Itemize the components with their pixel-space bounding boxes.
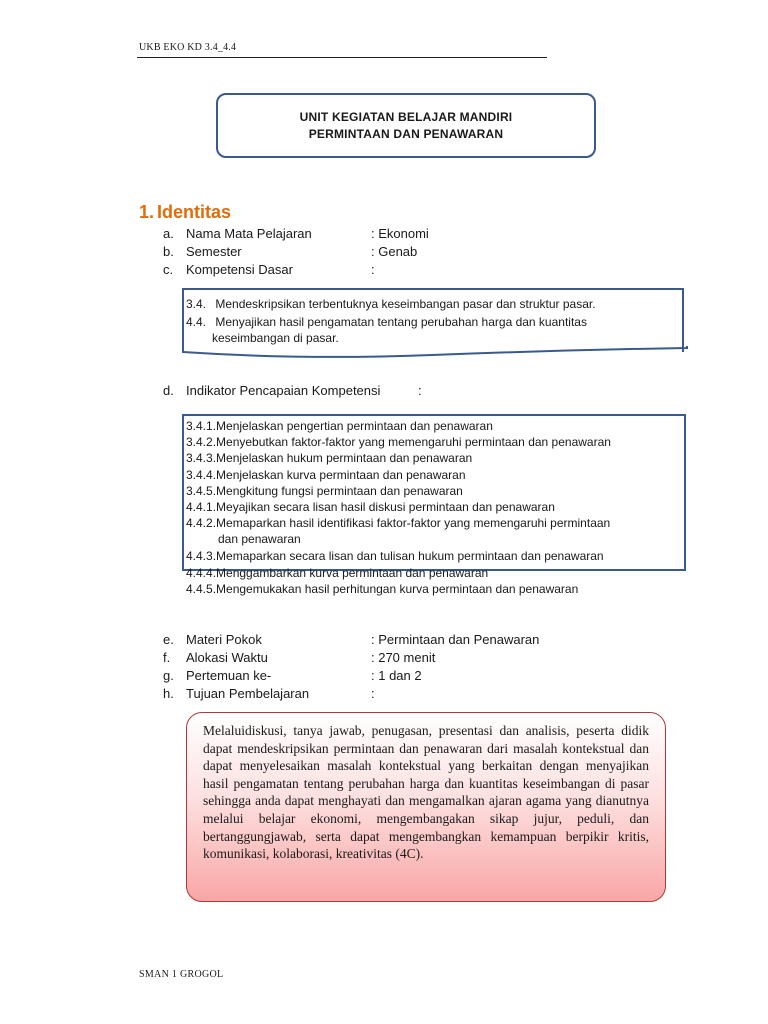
indikator-item: 4.4.1.Meyajikan secara lisan hasil diskusi permintaan dan penawaran — [186, 500, 555, 514]
row-label: Materi Pokok — [186, 632, 262, 647]
indikator-item: 3.4.1.Menjelaskan pengertian permintaan dan penawaran — [186, 419, 493, 433]
section-heading — [139, 202, 231, 223]
row-value: : 270 menit — [371, 650, 436, 665]
tujuan-text: Melaluidiskusi, tanya jawab, penugasan, presentasi dan analisis, peserta didik dapat mendeskripsikan permintaan dan penawaran dari masalah kontekstual dan dapat menyelesaikan masalah kontekstual yang berkaitan dengan menyajikan hasil pengamatan tentang perubahan harga dan kuantitas keseimbangan di pasar sehingga anda dapat menghayati dan mengamalkan ajaran agama yang dianutnya melalui belajar ekonomi, mengembangakan sikap jujur, peduli, dan bertanggungjawab, serta dapat mengembangkan kemampuan berpikir kritis, komunikasi, kolaborasi, kreativitas (4C). — [203, 723, 649, 862]
row-label: Kompetensi Dasar — [186, 262, 293, 277]
row-value: : Ekonomi — [371, 226, 429, 241]
row-letter: a. — [163, 226, 174, 241]
title-line-2: PERMINTAAN DAN PENAWARAN — [308, 126, 504, 141]
row-letter: h. — [163, 686, 174, 701]
indikator-item: 4.4.3.Memaparkan secara lisan dan tulisan hukum permintaan dan penawaran — [186, 549, 604, 563]
row-letter: e. — [163, 632, 174, 647]
indikator-item: 3.4.4.Menjelaskan kurva permintaan dan penawaran — [186, 468, 466, 482]
row-letter: f. — [163, 650, 171, 665]
row-value: : — [418, 383, 422, 398]
indikator-item: 4.4.4.Menggambarkan kurva permintaan dan penawaran — [186, 566, 489, 580]
kd-code: 4.4. — [186, 315, 207, 329]
row-label: Pertemuan ke- — [186, 668, 272, 683]
indikator-item: 3.4.3.Menjelaskan hukum permintaan dan penawaran — [186, 451, 473, 465]
row-letter: b. — [163, 244, 174, 259]
kd-continuation: keseimbangan di pasar. — [212, 331, 339, 345]
header-divider — [137, 57, 547, 58]
row-value: : Permintaan dan Penawaran — [371, 632, 540, 647]
indikator-item: 3.4.5.Mengkitung fungsi permintaan dan penawaran — [186, 484, 463, 498]
page-footer: SMAN 1 GROGOL — [139, 969, 224, 980]
row-label: Semester — [186, 244, 242, 259]
section-number: 1. — [139, 202, 155, 222]
title-box — [216, 93, 596, 158]
indikator-item: 3.4.2.Menyebutkan faktor-faktor yang memengaruhi permintaan dan penawaran — [186, 435, 611, 449]
row-value: : Genab — [371, 244, 418, 259]
kd-item — [186, 315, 587, 329]
row-value: : 1 dan 2 — [371, 668, 422, 683]
row-letter: d. — [163, 383, 174, 398]
indikator-item: 4.4.5.Mengemukakan hasil perhitungan kurva permintaan dan penawaran — [186, 582, 579, 596]
row-value: : — [371, 686, 375, 701]
section-title: Identitas — [157, 202, 232, 222]
box-wave-edge — [182, 346, 688, 360]
title-line-1: UNIT KEGIATAN BELAJAR MANDIRI — [299, 109, 513, 124]
row-value: : — [371, 262, 375, 277]
kd-code: 3.4. — [186, 297, 207, 311]
page-header: UKB EKO KD 3.4_4.4 — [139, 42, 237, 53]
row-label: Alokasi Waktu — [186, 650, 268, 665]
kd-text: Menyajikan hasil pengamatan tentang perubahan harga dan kuantitas — [215, 315, 587, 329]
row-label: Indikator Pencapaian Kompetensi — [186, 383, 381, 398]
indikator-item-continuation: dan penawaran — [218, 532, 301, 546]
row-label: Tujuan Pembelajaran — [186, 686, 310, 701]
indikator-item: 4.4.2.Memaparkan hasil identifikasi faktor-faktor yang memengaruhi permintaan — [186, 516, 611, 530]
kd-item — [186, 297, 596, 311]
row-label: Nama Mata Pelajaran — [186, 226, 312, 241]
row-letter: c. — [163, 262, 174, 277]
kd-text: Mendeskripsikan terbentuknya keseimbangan pasar dan struktur pasar. — [215, 297, 596, 311]
tujuan-box — [186, 712, 666, 902]
row-letter: g. — [163, 668, 174, 683]
